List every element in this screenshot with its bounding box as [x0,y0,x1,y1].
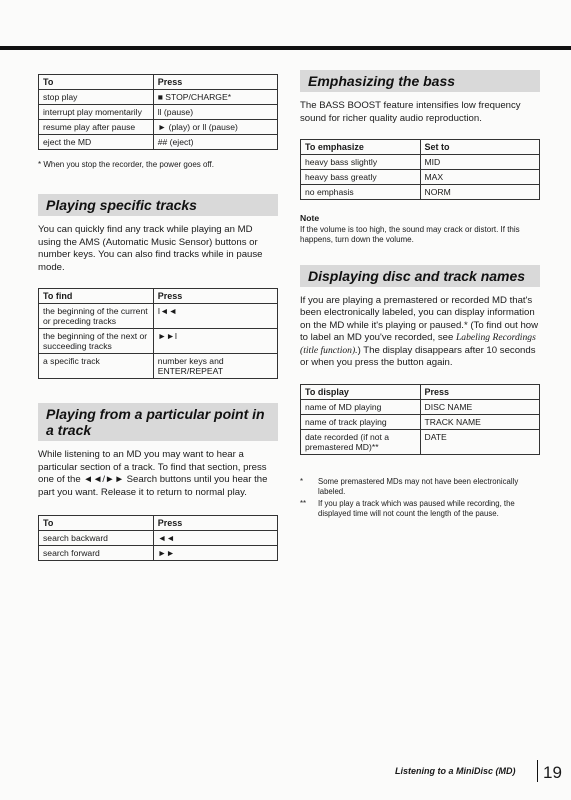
cell: number keys and ENTER/REPEAT [153,354,277,379]
table-row [39,531,278,546]
stop-footnote: * When you stop the recorder, the power goes off. [38,160,214,169]
table-header-press: Press [153,516,277,531]
table-header-set-to: Set to [420,140,540,155]
track-find-table [38,288,278,379]
names-body [300,295,540,370]
table-row [39,329,278,354]
footnote [300,477,540,497]
table-header-press: Press [153,75,277,90]
section-heading-particular-point: Playing from a particular point in a track [38,403,278,441]
cell: NORM [420,185,540,200]
section-heading-disc-track-names: Displaying disc and track names [300,265,540,287]
table-row [301,170,540,185]
footnote-text: If you play a track which was paused while recording, the displayed time will not count the length of the pause. [318,498,515,518]
section-footer: Listening to a MiniDisc (MD) [395,766,516,776]
table-header-press: Press [420,384,540,399]
specific-tracks-body: You can quickly find any track while playing an MD using the AMS (Automatic Music Sensor) buttons or number keys. You can also find tracks while in pause mode. [38,224,263,273]
cell: heavy bass slightly [301,155,421,170]
cell: the beginning of the next or succeeding tracks [39,329,154,354]
cell: TRACK NAME [420,414,540,429]
cell: ■ STOP/CHARGE* [153,90,277,105]
page-number: 19 [543,763,562,782]
particular-point-body: While listening to an MD you may want to hear a particular section of a track. To find that section, press one of the ◄◄/►► Search buttons until you hear the part you want. Release it to return to normal play. [38,449,268,498]
bass-body: The BASS BOOST feature intensifies low frequency sound for richer quality audio reproduction. [300,100,521,124]
section-heading-emphasizing-bass: Emphasizing the bass [300,70,540,92]
cell: date recorded (if not a premastered MD)** [301,429,421,454]
top-rule [0,46,571,50]
names-body-text: If you are playing a premastered or recorded MD that's been electronically labeled, you can display information on the MD while it's playing or paused.* (To find out how to label an MD you've recorded, see [300,294,539,343]
cell: ◄◄ [153,531,277,546]
cell: DATE [420,429,540,454]
table-row [301,414,540,429]
cell: ► (play) or ll (pause) [153,120,277,135]
cell: ►► [153,546,277,561]
footnote-text: Some premastered MDs may not have been electronically labeled. [318,476,519,496]
cell: the beginning of the current or preceding tracks [39,304,154,329]
table-row [301,185,540,200]
cell: ll (pause) [153,105,277,120]
table-header-press: Press [153,289,277,304]
playback-controls-table [38,74,278,150]
table-header-to: To [39,75,154,90]
cell: stop play [39,90,154,105]
cell: heavy bass greatly [301,170,421,185]
section-heading-playing-specific-tracks: Playing specific tracks [38,194,278,216]
cell: DISC NAME [420,399,540,414]
table-header-to-emphasize: To emphasize [301,140,421,155]
cell: name of track playing [301,414,421,429]
cell: interrupt play momentarily [39,105,154,120]
names-body-text-end: ) The display disappears after 10 seconds or when you press the button again. [300,344,536,368]
cell: ►►I [153,329,277,354]
cell: I◄◄ [153,304,277,329]
note-body: If the volume is too high, the sound may crack or distort. If this happens, turn down the volume. [300,224,520,244]
right-column [300,70,540,521]
table-row [301,155,540,170]
cell: MAX [420,170,540,185]
table-row [39,105,278,120]
table-row [39,354,278,379]
page-divider [537,760,538,782]
cell: ## (eject) [153,135,277,150]
footnote [300,499,540,519]
table-row [39,546,278,561]
table-row [39,304,278,329]
cell: eject the MD [39,135,154,150]
search-table [38,515,278,561]
left-column [38,74,278,561]
table-header-to-find: To find [39,289,154,304]
cell: MID [420,155,540,170]
table-row [301,429,540,454]
footnote-mark: ** [300,498,307,508]
bass-boost-table [300,139,540,200]
table-row [39,90,278,105]
cell: search forward [39,546,154,561]
footnotes [300,477,540,519]
table-row [39,120,278,135]
table-row [39,135,278,150]
table-header-to-display: To display [301,384,421,399]
labeling-reference: Labeling Recordings (title function). [300,332,536,356]
display-names-table [300,384,540,455]
cell: resume play after pause [39,120,154,135]
cell: a specific track [39,354,154,379]
table-row [301,399,540,414]
footnote-mark: * [300,476,304,486]
table-header-to: To [39,516,154,531]
cell: name of MD playing [301,399,421,414]
cell: search backward [39,531,154,546]
note-title: Note [300,213,320,223]
cell: no emphasis [301,185,421,200]
